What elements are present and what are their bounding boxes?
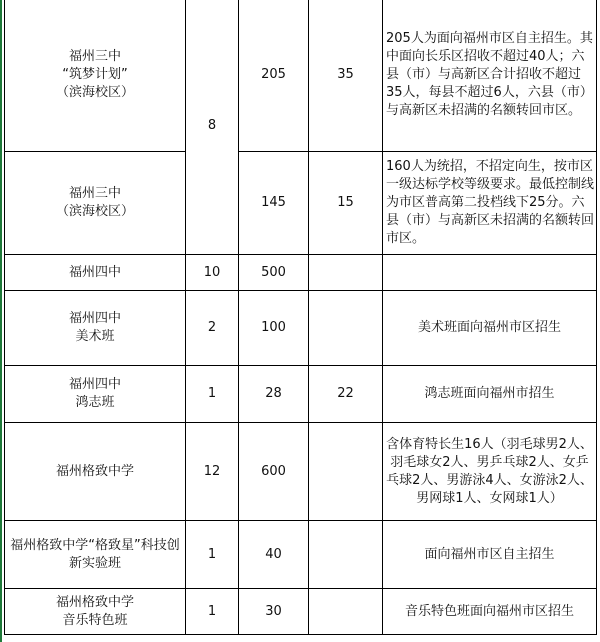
- enrollment-plan: 205: [239, 0, 309, 152]
- table-row: [5, 423, 597, 521]
- school-name: 福州四中: [5, 255, 186, 291]
- quota-count: [309, 291, 383, 366]
- table-row: [5, 152, 597, 255]
- remark-text: 美术班面向福州市区招生: [383, 291, 597, 366]
- table-row: [5, 291, 597, 366]
- school-name: 福州三中 “筑梦计划” （滨海校区）: [5, 0, 186, 152]
- school-name: 福州四中 美术班: [5, 291, 186, 366]
- school-name: 福州格致中学: [5, 423, 186, 521]
- enrollment-plan: 100: [239, 291, 309, 366]
- class-count: 8: [186, 0, 239, 255]
- enrollment-plan: 145: [239, 152, 309, 255]
- class-count: 12: [186, 423, 239, 521]
- remark-text: 160人为统招，不招定向生，按市区一级达标学校等级要求。最低控制线为市区普高第二投档线下25分。六县（市）与高新区未招满的名额转回市区。: [383, 152, 597, 255]
- table-row: [5, 0, 597, 152]
- table-row: [5, 255, 597, 291]
- quota-count: [309, 589, 383, 635]
- class-count: 1: [186, 521, 239, 589]
- enrollment-plan: 40: [239, 521, 309, 589]
- table-row: [5, 589, 597, 635]
- quota-count: [309, 521, 383, 589]
- enrollment-plan: 600: [239, 423, 309, 521]
- class-count: 1: [186, 589, 239, 635]
- quota-count: 22: [309, 366, 383, 423]
- remark-text: 含体育特长生16人（羽毛球男2人、羽毛球女2人、男乒乓球2人、女乒乓球2人、男游泳4人、女游泳2人、男网球1人、女网球1人）: [383, 423, 597, 521]
- remark-text: [383, 255, 597, 291]
- enrollment-plan: 28: [239, 366, 309, 423]
- quota-count: [309, 255, 383, 291]
- school-name: 福州格致中学“格致星”科技创新实验班: [5, 521, 186, 589]
- quota-count: [309, 423, 383, 521]
- enrollment-plan: 500: [239, 255, 309, 291]
- table-row: [5, 366, 597, 423]
- class-count: 1: [186, 366, 239, 423]
- class-count: 2: [186, 291, 239, 366]
- school-name: 福州四中 鸿志班: [5, 366, 186, 423]
- remark-text: 205人为面向福州市区自主招生。其中面向长乐区招收不超过40人；六县（市）与高新区合计招收不超过35人，每县不超过6人，六县（市）与高新区未招满的名额转回市区。: [383, 0, 597, 152]
- admission-plan-table: [4, 0, 597, 635]
- quota-count: 15: [309, 152, 383, 255]
- quota-count: 35: [309, 0, 383, 152]
- remark-text: 音乐特色班面向福州市区招生: [383, 589, 597, 635]
- enrollment-plan: 30: [239, 589, 309, 635]
- left-border-line: [0, 0, 2, 642]
- remark-text: 鸿志班面向福州市招生: [383, 366, 597, 423]
- table-row: [5, 521, 597, 589]
- class-count: 10: [186, 255, 239, 291]
- remark-text: 面向福州市区自主招生: [383, 521, 597, 589]
- school-name: 福州格致中学 音乐特色班: [5, 589, 186, 635]
- school-name: 福州三中 （滨海校区）: [5, 152, 186, 255]
